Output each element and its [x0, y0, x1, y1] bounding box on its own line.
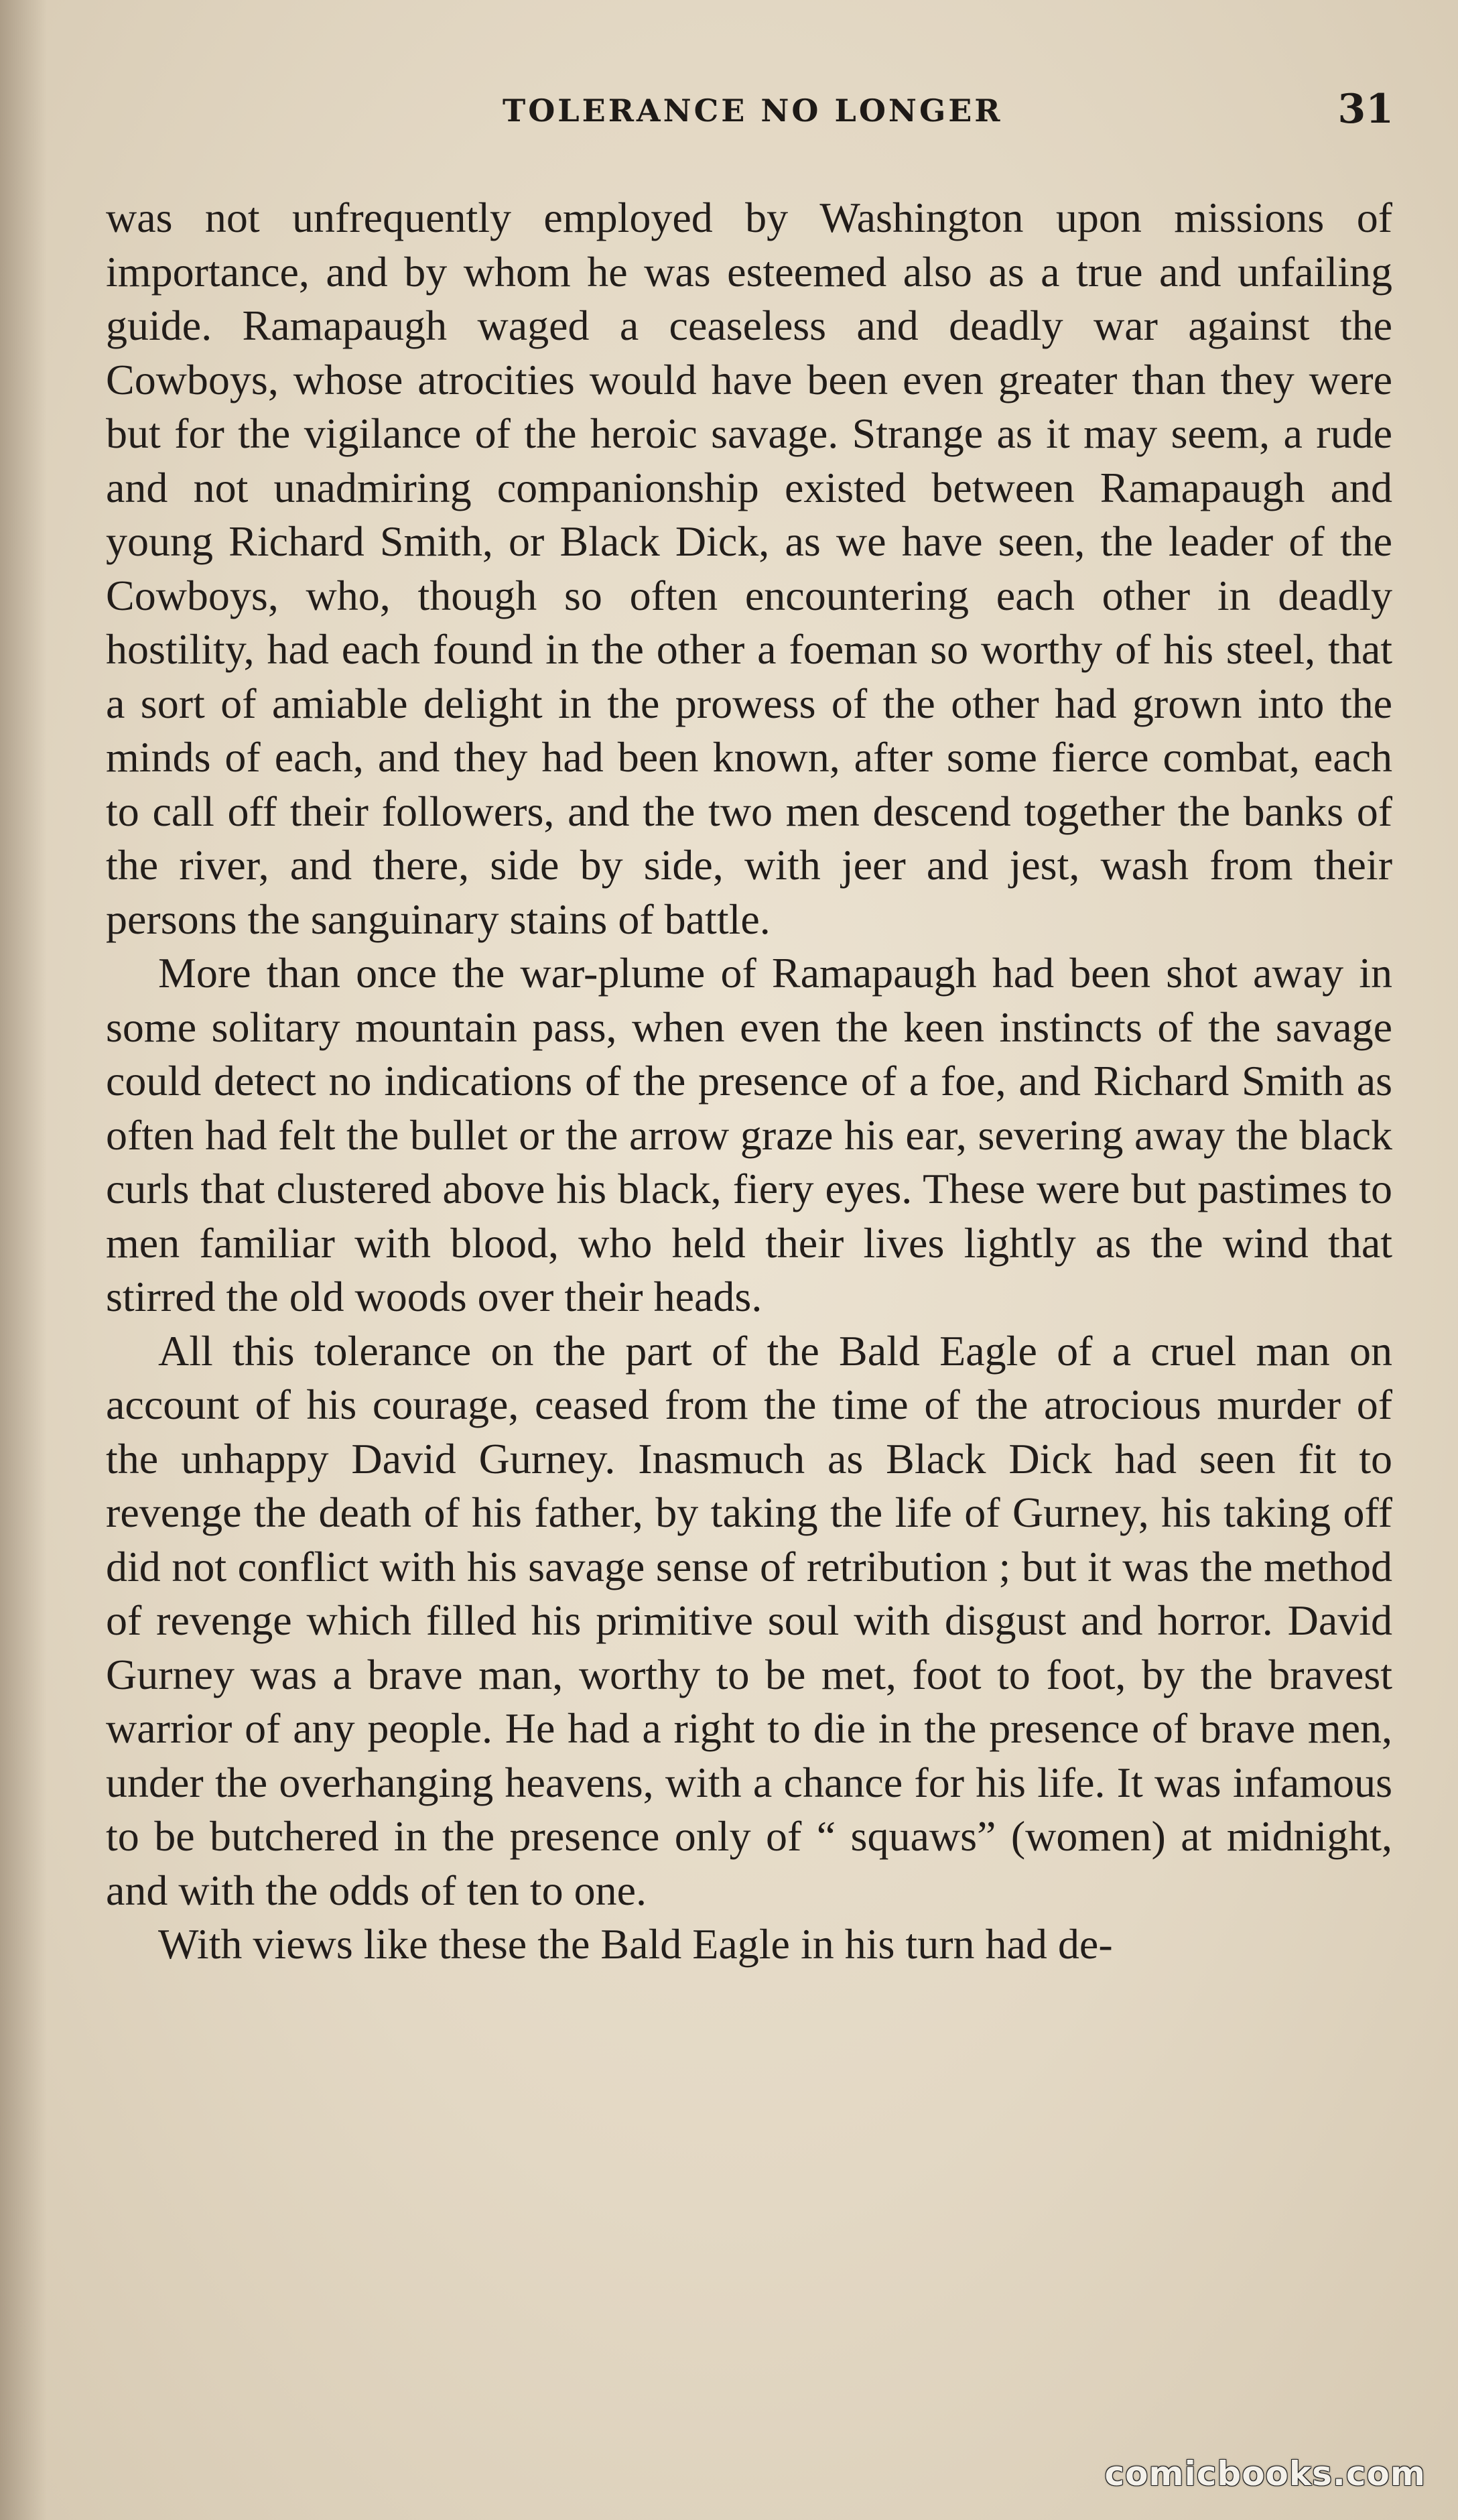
paragraph-3: All this tolerance on the part of the Bald Eagle of a cruel man on account of his courage, ceased from the time of the atrocious murder of the unhappy David Gurney. Inasmuch as Black Dick had seen fit to revenge the death of his father, by taking the life of Gurney, his taking off did not conflict with his savage sense of retribution ; but it was the method of revenge which filled his primitive soul with disgust and horror. David Gurney was a brave man, worthy to be met, foot to foot, by the bravest warrior of any people. He had a right to die in the presence of brave men, under the overhanging heavens, with a chance for his life. It was infamous to be butchered in the presence only of “ squaws” (women) at midnight, and with the odds of ten to one. [106, 1326, 1392, 1914]
body-text [106, 191, 1392, 2356]
page-header [101, 86, 1394, 139]
running-head: TOLERANCE NO LONGER [503, 92, 1003, 129]
page-number: 31 [1337, 86, 1394, 133]
paragraph-4: With views like these the Bald Eagle in his turn had de- [158, 1920, 1113, 1968]
paragraph-2: More than once the war-plume of Ramapaugh had been shot away in some solitary mountain pass, when even the keen instincts of the savage could detect no indications of the presence of a foe, and Richard Smith as often had felt the bullet or the arrow graze his ear, severing away the black curls that clustered above his black, fiery eyes. These were but pastimes to men familiar with blood, who held their lives lightly as the wind that stirred the old woods over their heads. [106, 949, 1392, 1320]
watermark: comicbooks.com [1104, 2454, 1426, 2493]
page-gutter-shadow [0, 0, 47, 2520]
paragraph-1: was not unfrequently employed by Washington upon missions of importance, and by whom he was esteemed also as a true and unfailing guide. Ramapaugh waged a ceaseless and deadly war against the Cowboys, whose atrocities would have been even greater than they were but for the vigilance of the heroic savage. Strange as it may seem, a rude and not unadmiring companionship existed between Ramapaugh and young Richard Smith, or Black Dick, as we have seen, the leader of the Cowboys, who, though so often encountering each other in deadly hostility, had each found in the other a foeman so worthy of his steel, that a sort of amiable delight in the prowess of the other had grown into the minds of each, and they had been known, after some fierce combat, each to call off their followers, and the two men descend together the banks of the river, and there, side by side, with jeer and jest, wash from their persons the sanguinary stains of battle. [106, 194, 1392, 943]
